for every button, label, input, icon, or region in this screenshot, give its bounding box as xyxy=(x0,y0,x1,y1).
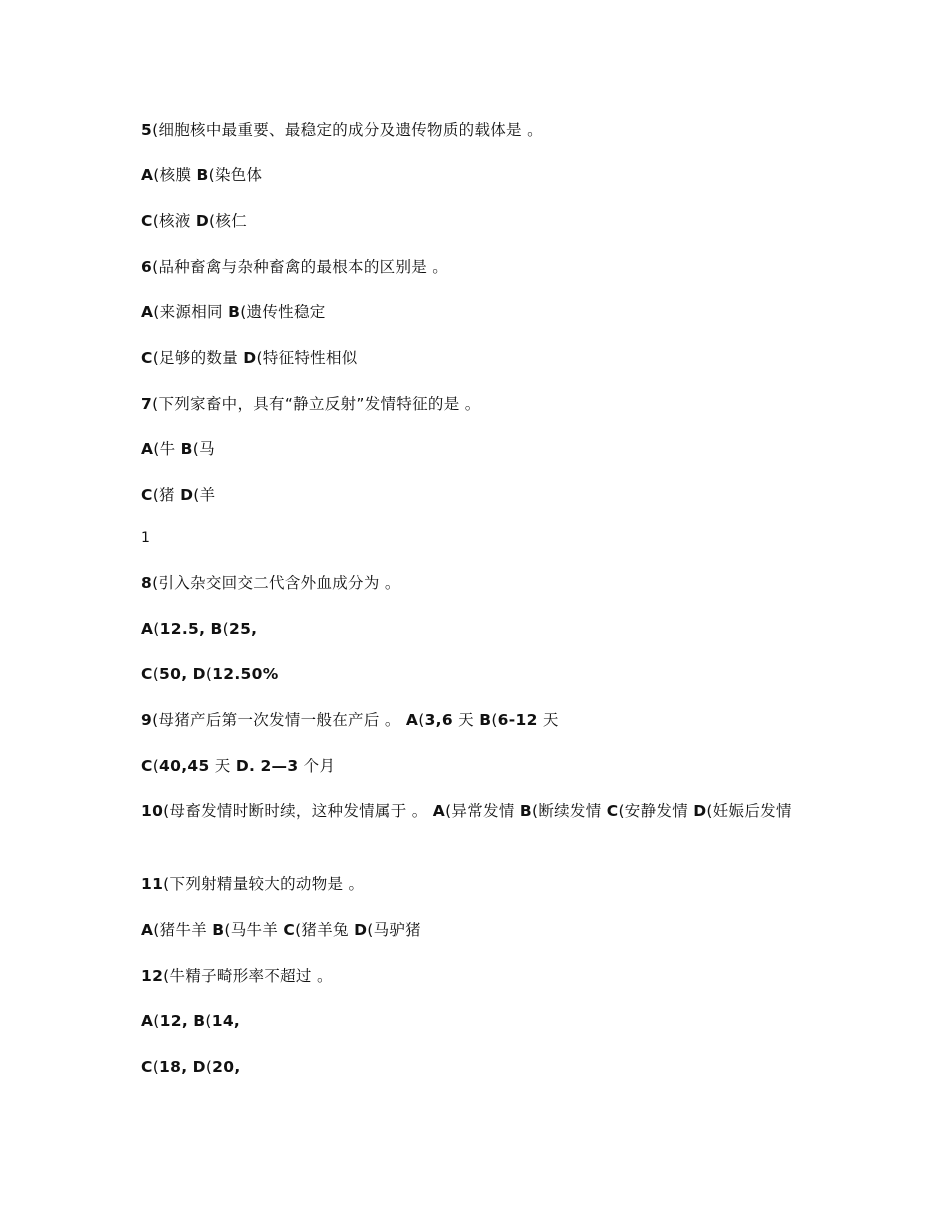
question-8-options-ab: A(12.5, B(25, xyxy=(141,620,258,638)
question-10: 10(母畜发情时断时续，这种发情属于 。 A(异常发情 B(断续发情 C(安静发情 D(妊娠后发情 xyxy=(141,802,792,820)
question-7-options-ab: A(牛 B(马 xyxy=(141,440,215,458)
question-7: 7(下列家畜中，具有“静立反射”发情特征的是 。 xyxy=(141,395,481,413)
question-8: 8(引入杂交回交二代含外血成分为 。 xyxy=(141,574,401,592)
page-number: 1 xyxy=(141,530,150,546)
question-9: 9(母猪产后第一次发情一般在产后 。 A(3,6 天 B(6-12 天 xyxy=(141,711,559,729)
question-12-options-ab: A(12, B(14, xyxy=(141,1012,241,1030)
question-8-options-cd: C(50, D(12.50% xyxy=(141,665,279,683)
question-12-options-cd: C(18, D(20, xyxy=(141,1058,241,1076)
question-9-options-cd: C(40,45 天 D. 2—3 个月 xyxy=(141,757,336,775)
question-5-options-cd: C(核液 D(核仁 xyxy=(141,212,247,230)
question-12: 12(牛精子畸形率不超过 。 xyxy=(141,967,333,985)
question-5-options-ab: A(核膜 B(染色体 xyxy=(141,166,263,184)
question-11-options: A(猪牛羊 B(马牛羊 C(猪羊兔 D(马驴猪 xyxy=(141,921,421,939)
question-7-options-cd: C(猪 D(羊 xyxy=(141,486,216,504)
question-11: 11(下列射精量较大的动物是 。 xyxy=(141,875,365,893)
question-6: 6(品种畜禽与杂种畜禽的最根本的区别是 。 xyxy=(141,258,449,276)
question-6-options-cd: C(足够的数量 D(特征特性相似 xyxy=(141,349,358,367)
question-6-options-ab: A(来源相同 B(遗传性稳定 xyxy=(141,303,326,321)
question-5: 5(细胞核中最重要、最稳定的成分及遗传物质的载体是 。 xyxy=(141,121,543,139)
